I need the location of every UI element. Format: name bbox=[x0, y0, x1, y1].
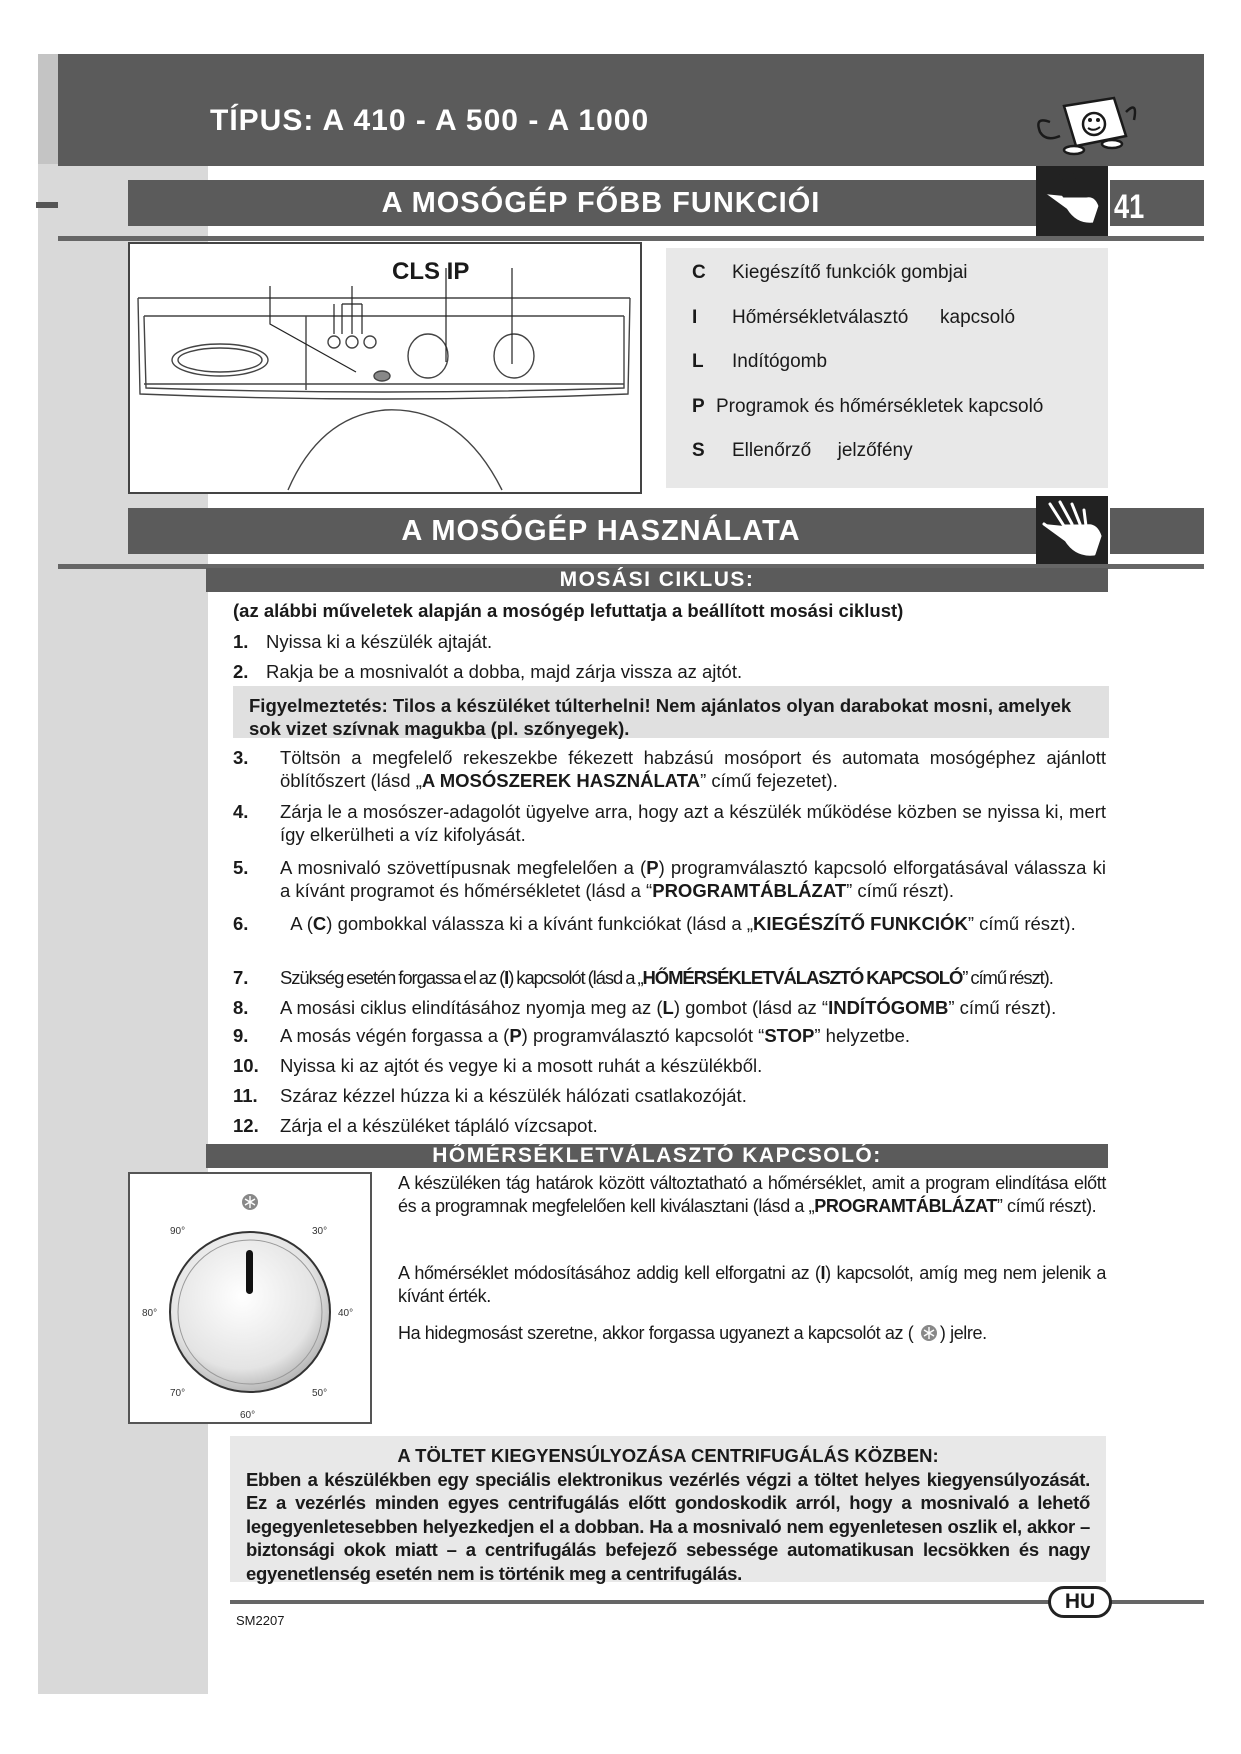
dial-label-80: 80° bbox=[142, 1308, 158, 1319]
legend-row bbox=[692, 440, 1108, 485]
step-text: Rakja be a mosnivalót a dobba, majd zárja vissza az ajtót. bbox=[266, 661, 743, 682]
legend-key: C bbox=[692, 262, 706, 283]
step-item bbox=[233, 996, 1106, 1019]
legend-label: Kiegészítő funkciók gombjai bbox=[732, 262, 968, 283]
legend-label: Hőmérsékletválasztó kapcsoló bbox=[732, 306, 1016, 328]
legend-label: Ellenőrző jelzőfény bbox=[732, 440, 913, 461]
left-margin-accent bbox=[38, 54, 58, 164]
step-number: 10. bbox=[233, 1055, 259, 1076]
temperature-dial bbox=[130, 1174, 370, 1422]
legend-label: Programok és hőmérsékletek kapcsoló bbox=[716, 395, 1044, 417]
step-text: Száraz kézzel húzza ki a készülék hálózati csatlakozóját. bbox=[280, 1085, 747, 1106]
step-text: Zárja el a készüléket tápláló vízcsapot. bbox=[280, 1115, 598, 1136]
dial-pointer bbox=[246, 1250, 253, 1294]
dial-label-40: 40° bbox=[338, 1308, 354, 1319]
section-bar-right bbox=[1110, 508, 1204, 554]
hand-icon bbox=[1036, 496, 1108, 568]
snowflake-icon bbox=[918, 1324, 940, 1342]
control-panel-drawing bbox=[130, 244, 640, 492]
dial-label-70: 70° bbox=[170, 1388, 186, 1399]
step-text: A (C) gombokkal válassza ki a kívánt funkciókat (lásd a „KIEGÉSZÍTŐ FUNKCIÓK” című részt). bbox=[290, 913, 1076, 934]
step-item bbox=[233, 1054, 1106, 1077]
section-title-functions: A MOSÓGÉP FŐBB FUNKCIÓI bbox=[128, 180, 1074, 226]
legend-label: Indítógomb bbox=[732, 351, 828, 372]
step-text: Szükség esetén forgassa el az (I) kapcsolót (lásd a „HŐMÉRSÉKLETVÁLASZTÓ KAPCSOLÓ” című részt). bbox=[280, 967, 1053, 988]
hand-icon bbox=[1036, 166, 1108, 238]
step-number: 2. bbox=[233, 661, 249, 682]
temperature-paragraph-3: Ha hidegmosást szeretne, akkor forgassa ugyanezt a kapcsolót az ( ) jelre. bbox=[398, 1323, 987, 1343]
load-balance-note bbox=[230, 1436, 1106, 1582]
step-text: A mosási ciklus elindításához nyomja meg az (L) gombot (lásd az “INDÍTÓGOMB” című részt). bbox=[280, 997, 1057, 1018]
legend-key: P bbox=[692, 395, 705, 417]
step-number: 7. bbox=[233, 967, 249, 988]
temperature-title: HŐMÉRSÉKLETVÁLASZTÓ KAPCSOLÓ: bbox=[206, 1144, 1108, 1168]
dial-label-50: 50° bbox=[312, 1388, 328, 1399]
washing-machine-mascot-icon bbox=[1030, 92, 1140, 156]
step-number: 8. bbox=[233, 997, 249, 1018]
document-code: SM2207 bbox=[236, 1613, 285, 1628]
step-number: 3. bbox=[233, 747, 249, 768]
legend-row bbox=[692, 262, 1108, 307]
control-panel-illustration bbox=[128, 242, 642, 494]
step-number: 11. bbox=[233, 1085, 258, 1106]
step-text: A mosnivaló szövettípusnak megfelelően a (P) programválasztó kapcsoló elforgatásával válassza ki a kívánt programot és hőmérsékletet (lásd a “PROGRAMTÁBLÁZAT” című részt). bbox=[280, 857, 1106, 901]
step-text: Nyissa ki a készülék ajtaját. bbox=[266, 631, 493, 652]
side-tick-mark bbox=[36, 202, 58, 208]
step-item bbox=[233, 856, 1106, 902]
section-title-usage: A MOSÓGÉP HASZNÁLATA bbox=[128, 508, 1074, 554]
legend-key: I bbox=[692, 306, 698, 328]
step-item bbox=[233, 746, 1106, 792]
language-badge: HU bbox=[1048, 1586, 1112, 1618]
temperature-dial-illustration bbox=[128, 1172, 372, 1424]
panel-label: CLS IP bbox=[392, 258, 470, 285]
step-item bbox=[233, 912, 1106, 935]
step-text: Töltsön a megfelelő rekeszekbe fékezett habzású mosóport és automata mosógéphez ajánlott öblítőszert (lásd „A MOSÓSZEREK HASZNÁLATA” című fejezetet). bbox=[280, 747, 1106, 791]
snowflake-icon bbox=[242, 1194, 258, 1210]
step-item bbox=[233, 1114, 1106, 1137]
legend-key: S bbox=[692, 440, 705, 461]
step-text: Nyissa ki az ajtót és vegye ki a mosott ruhát a készülékből. bbox=[280, 1055, 763, 1076]
temperature-paragraph-1: A készüléken tág határok között változtatható a hőmérséklet, amit a program elindítása előtt és a programnak megfelelően kell kiválasztani (lásd a „PROGRAMTÁBLÁZAT” című részt). bbox=[398, 1173, 1106, 1216]
hand-icon-box bbox=[1036, 496, 1108, 568]
step-number: 4. bbox=[233, 801, 249, 822]
dial-label-60: 60° bbox=[240, 1410, 256, 1421]
legend-row bbox=[692, 351, 1108, 396]
step-item bbox=[233, 1084, 1106, 1107]
step-number: 5. bbox=[233, 857, 249, 878]
legend-row bbox=[692, 396, 1108, 441]
step-item bbox=[233, 966, 1106, 989]
temperature-paragraph-2: A hőmérséklet módosításához addig kell elforgatni az (I) kapcsolót, amíg meg nem jelenik a kívánt érték. bbox=[398, 1263, 1106, 1306]
step-item bbox=[233, 1024, 1106, 1047]
step-number: 1. bbox=[233, 631, 249, 652]
overload-warning: Figyelmeztetés: Tilos a készüléket túlterhelni! Nem ajánlatos olyan darabokat mosni, amelyek sok vizet szívnak magukba (pl. szőnyegek). bbox=[233, 686, 1109, 738]
dial-label-30: 30° bbox=[312, 1226, 328, 1237]
step-number: 6. bbox=[233, 913, 249, 934]
hand-icon-box bbox=[1036, 166, 1108, 238]
step-item bbox=[233, 800, 1106, 846]
note-body: Ebben a készülékben egy speciális elektronikus vezérlés végzi a töltet helyes kiegyensúlyozását. Ez a vezérlés minden egyes centrifugálás előtt gondoskodik arról, hogy a mosnivaló a lehető legegyenletesebben helyezkedjen el a dobban. Ha a mosnivaló nem egyenletesen oszlik el, akkor – biztonsági okok miatt – a centrifugálás befejező sebessége automatikusan lecsökken és nagy egyenetlenség esetén nem is történik meg a centrifugálás. bbox=[246, 1468, 1090, 1584]
note-title: A TÖLTET KIEGYENSÚLYOZÁSA CENTRIFUGÁLÁS KÖZBEN: bbox=[397, 1445, 939, 1466]
step-text: Zárja le a mosószer-adagolót ügyelve arra, hogy azt a készülék működése közben se nyissa ki, mert így elkerülheti a víz kifolyását. bbox=[280, 801, 1106, 845]
section-rule bbox=[58, 236, 1204, 241]
step-item bbox=[233, 660, 1092, 683]
cycle-intro: (az alábbi műveletek alapján a mosógép lefuttatja a beállított mosási ciklust) bbox=[233, 600, 904, 621]
legend-key: L bbox=[692, 351, 704, 372]
step-number: 9. bbox=[233, 1025, 249, 1046]
step-text: A mosás végén forgassa a (P) programválasztó kapcsolót “STOP” helyzetbe. bbox=[280, 1025, 911, 1046]
page-title: TÍPUS: A 410 - A 500 - A 1000 bbox=[210, 104, 650, 137]
page-number: 41 bbox=[1114, 188, 1145, 226]
function-legend bbox=[666, 248, 1108, 488]
step-number: 12. bbox=[233, 1115, 259, 1136]
dial-label-90: 90° bbox=[170, 1226, 186, 1237]
step-item bbox=[233, 630, 1092, 653]
legend-row bbox=[692, 307, 1108, 352]
cycle-title: MOSÁSI CIKLUS: bbox=[206, 568, 1108, 592]
